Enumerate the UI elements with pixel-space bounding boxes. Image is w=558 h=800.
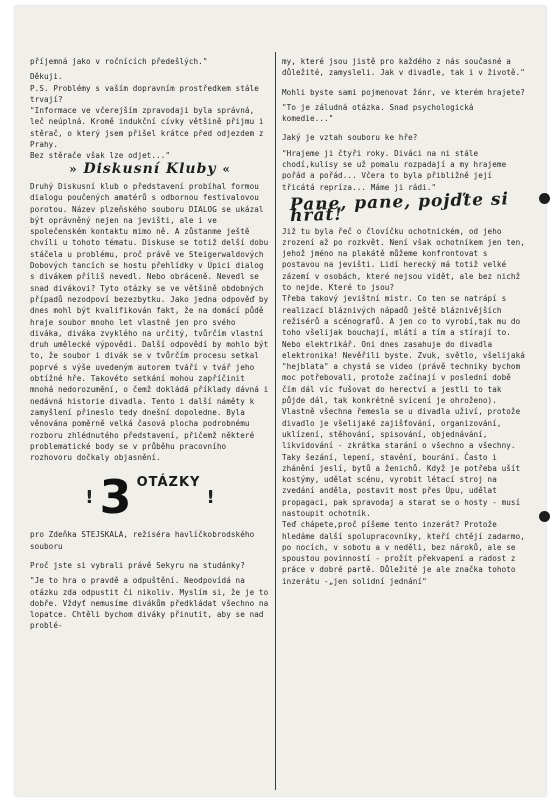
punch-hole-top	[539, 193, 550, 204]
paragraph: Již tu byla řeč o človíčku ochotnickém, od jeho zrození až po rozkvět. Není však ochotníkem jen ten, jehož jméno na plakátě můžeme konfrontovat s postavou na jevišti. Lidí herecký má totiž velké zázemí v osobách, které nejsou vidět, ale bez nichž to nejde. Které to jsou?	[282, 226, 525, 293]
paragraph: Jaký je vztah souboru ke hře?	[282, 133, 418, 143]
paragraph: příjemná jako v ročnících předešlých."	[30, 57, 208, 66]
punch-hole-bottom	[539, 511, 550, 522]
paragraph: Vlastně všechna řemesla se u divadla uživí, protože divadlo je všelijaké zajišťování, organizování, uklízení, stěhování, spisování, objednávání, likvidování - zkrátka starání o všechno a všechny. Taky šezání, lepení, stavění, bourání. Často i zhánění jeslí, bytů a ženichů. Když je potřeba ušít kostýmy, udělat scénu, vyrobit létací stroj na zvedání anděla, postavit most přes Úpu, udělat propagaci, pak spravodaj a starat se o hosty - musí nastoupit ochotník.	[282, 407, 521, 518]
paragraph: Mohli byste sami pojmenovat žánr, ve kterém hrajete?	[282, 87, 525, 97]
paragraph: "Informace ve včerejším zpravodaji byla správná, leč neúplná. Kromě indukční cívky většině přijmu i stěrač, o který jsem přišel krátce před odjezdem z Prahy. Bez stěrače však lze odjet..."	[30, 106, 264, 161]
paragraph: my, které jsou jistě pro každého z nás současné a důležité, zamysleli. Jak v divadle, tak i v životě."	[282, 57, 525, 78]
paragraph: Děkuji. P.S. Problémy s vaším dopravním prostředkem stále trvají?	[30, 72, 259, 104]
paragraph: Proč jste si vybrali právě Sekyru na studánky?	[30, 560, 245, 570]
ornament-icon: »	[69, 161, 78, 176]
exclamation-ornament-icon: !	[85, 486, 94, 508]
heading-word: OTÁZKY	[136, 475, 201, 491]
exclamation-ornament-icon: !	[206, 486, 215, 508]
left-column	[30, 56, 270, 632]
right-column	[282, 56, 527, 587]
paragraph: Třeba takový jevištní mistr. Co ten se natrápí s realizací bláznivých nápadů ještě bláznivějších režisérů a scénografů. A jen co to vyrobí,tak mu do toho všelijak bouchají, mlátí a tím a stírají to. Nebo elektrikář. Oni dnes zasahuje do divadla elektronika! Nevěřili byste. Zvuk, světlo, všelijaká "hejblata" a chystá se video (právě techniky bychom moc potřebovali, protože začínají v poslední době čím dál víc fušovat do herectví a jestli to tak půjde dál, tak konkrétně svícení je ohroženo).	[282, 294, 525, 406]
paragraph: Druhý Diskusní klub o představení probíhal formou dialogu poučených amatérů s odbornou festivalovou porotou. Název plzeňského souboru DIALOG se ukázal být oprávněný nejen na jevišti, ale i ve společenském kontaktu mimo ně. A zůstanme ještě chvíli u tohoto tématu. Diskuse se totiž delší dobu stáčela u problému, proč právě ve Steigerwaldových Dobových tancích se hostu přehlídky v Úpici dialog s divákem příliš nevedl. Nebo obráceně. Nevedl se snad divákovi? Tyto otázky se ve většině obdobných případů nezodpoví bezezbytku. Jako jedna odpověď by dnes mohl být kvalifikován fakt, že na domácí půdě hraje soubor mnoho let vlastně jen pro svého diváka, diváka zvyklého na určitý, tvůrčím vlastní druh umělecké výpovědi. Další odpovědí by mohlo být to, že soubor i divák se v tvůrčím procesu setkal poprvé s výše uvedeným autorem tváří v tvář jeho obtížné hře. Takovéto setkání mohou zapříčinit mnohá nedorozumění, o čemž dokládá příklady dávná i nedávná historie divadla. Tento i další náměty k zamyšlení přineslo tedy dnešní dopoledne. Byla věnována poměrně velká časová plocha podrobnému rozboru zhlédnutého představení, přičemž některé problematické body se v průběhu pracovního rozhovoru dočkaly objasnění.	[30, 181, 269, 463]
paragraph: "To je záludná otázka. Snad psychologická komedie..."	[282, 102, 474, 124]
section-heading-3-otazky	[30, 471, 270, 523]
paragraph: pro Zdeňka STEJSKALA, režiséra havlíčkobrodského souboru	[30, 530, 255, 551]
ornament-icon: «	[222, 161, 231, 176]
paragraph: Teď chápete,proč píšeme tento inzerát? Protože hledáme další spolupracovníky, kteří chtějí zadarmo, po nocích, v sobotu a v neděli, bez nároků, ale se spoustou povinností - prožít překvapení a radost z práce v dobré partě. Důležité je ale značka tohoto inzerátu -„jen solidní jednání"	[282, 520, 525, 586]
section-heading-diskusni-kluby: » Diskusní Kluby «	[69, 160, 231, 177]
heading-number: 3	[99, 470, 131, 525]
column-divider	[275, 52, 276, 790]
paragraph: "Je to hra o pravdě a odpuštění. Neodpovídá na otázku zda odpustit či nikoliv. Myslím si, že je to dobře. Vždyť nemusíme divákům předkládat všechno na lopatce. Chtěli bychom diváky přinutit, aby se nad problé-	[30, 576, 269, 631]
section-heading-pane-pane: Pane, pane, pojďte si hrát!	[289, 189, 510, 227]
paragraph: "Hrajeme ji čtyři roky. Diváci na ni stále chodí,kulisy se už pomalu rozpadají a my hrajeme pořád a pořád... Včera to byla přibližně její třicátá repríza... Máme ji rádi."	[282, 148, 507, 192]
